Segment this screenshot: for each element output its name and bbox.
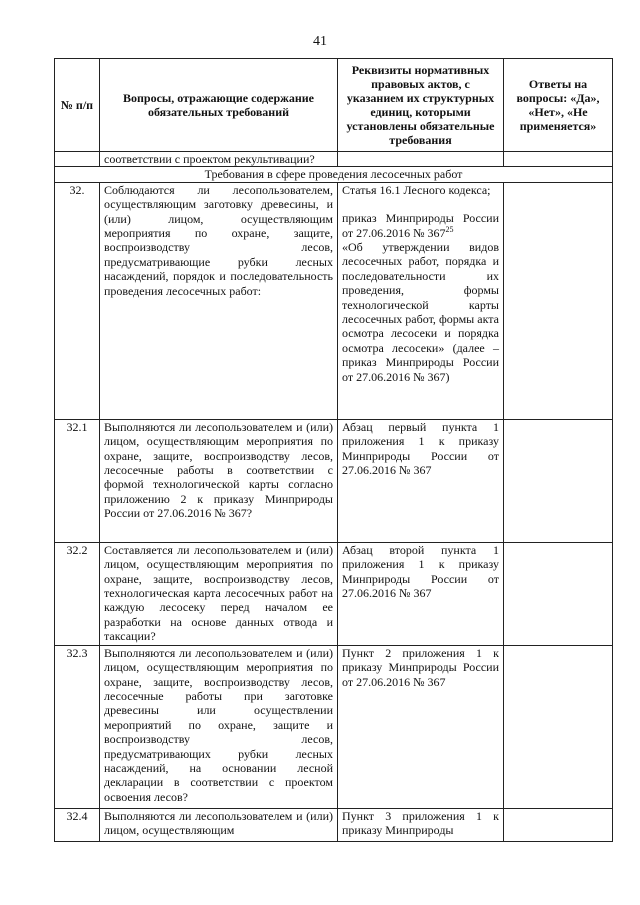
row-answer — [504, 645, 613, 808]
continuation-row — [55, 152, 613, 167]
row-question: Выполняются ли лесопользователем и (или) лицом, осуществляющим мероприятия по охране, защите, воспроизводству лесов, лесосечные работы в соответствии с формой технологической карты согласно приложению 2 к приказу Минприроды России от 27.06.2016 № 367? — [100, 419, 338, 542]
header-questions: Вопросы, отражающие содержание обязательных требований — [100, 59, 338, 152]
row-answer — [504, 542, 613, 645]
table-row — [55, 645, 613, 808]
row-number: 32.2 — [55, 542, 100, 645]
table-row — [55, 419, 613, 542]
row-question: Выполняются ли лесопользователем и (или) лицом, осуществляющим мероприятия по охране, защите, воспроизводству лесов, лесосечные работы при заготовке древесины или осуществлении мероприятий по охране, защите и воспроизводству лесов, предусматривающих рубки лесных насаждений, на основании лесной декларации в соответствии с проектом освоения лесов? — [100, 645, 338, 808]
row-number: 32.1 — [55, 419, 100, 542]
reference-order: приказ Минприроды России от 27.06.2016 № $367^{25}$ — [342, 211, 499, 240]
table-row — [55, 808, 613, 841]
header-answers: Ответы на вопросы: «Да», «Нет», «Не применяется» — [504, 59, 613, 152]
reference-order-title: «Об утверждении видов лесосечных работ, порядка и последовательности их проведения, формы технологической карты лесосечных работ, формы акта осмотра лесосеки и порядка осмотра лесосеки» (далее – приказ Минприроды России от 27.06.2016 № 367) — [342, 240, 499, 384]
row-reference — [338, 182, 504, 419]
requirements-table — [54, 58, 613, 842]
continuation-text: соответствии с проектом рекультивации? — [100, 152, 338, 167]
row-question: Соблюдаются ли лесопользователем, осуществляющим заготовку древесины, и (или) лицом, осуществляющим мероприятия по охране, защите, воспроизводству лесов, предусматривающие рубки лесных насаждений, порядок и последовательность проведения лесосечных работ: — [100, 182, 338, 419]
footnote-marker: 25 — [445, 224, 454, 234]
row-number: 32.3 — [55, 645, 100, 808]
row-number: 32.4 — [55, 808, 100, 841]
header-number: № п/п — [55, 59, 100, 152]
table-header-row — [55, 59, 613, 152]
header-references: Реквизиты нормативных правовых актов, с указанием их структурных единиц, которыми установлены обязательные требования — [338, 59, 504, 152]
row-number: 32. — [55, 182, 100, 419]
row-question: Выполняются ли лесопользователем и (или) лицом, осуществляющим — [100, 808, 338, 841]
table-row — [55, 542, 613, 645]
row-reference: Пункт 3 приложения 1 к приказу Минприроды — [338, 808, 504, 841]
section-title: Требования в сфере проведения лесосечных работ — [55, 167, 613, 182]
row-answer — [504, 808, 613, 841]
table-row — [55, 182, 613, 419]
row-reference: Абзац первый пункта 1 приложения 1 к приказу Минприроды России от 27.06.2016 № 367 — [338, 419, 504, 542]
row-answer — [504, 182, 613, 419]
reference-article: Статья 16.1 Лесного кодекса; — [342, 182, 491, 197]
page-number: 41 — [313, 34, 327, 49]
row-reference: Абзац второй пункта 1 приложения 1 к приказу Минприроды России от 27.06.2016 № 367 — [338, 542, 504, 645]
row-answer — [504, 419, 613, 542]
row-question: Составляется ли лесопользователем и (или) лицом, осуществляющим мероприятия по охране, защите, воспроизводству лесов, технологическая карта лесосечных работ на каждую лесосеку перед началом ее разработки на основе данных отвода и таксации? — [100, 542, 338, 645]
row-reference: Пункт 2 приложения 1 к приказу Минприроды России от 27.06.2016 № 367 — [338, 645, 504, 808]
section-row — [55, 167, 613, 182]
